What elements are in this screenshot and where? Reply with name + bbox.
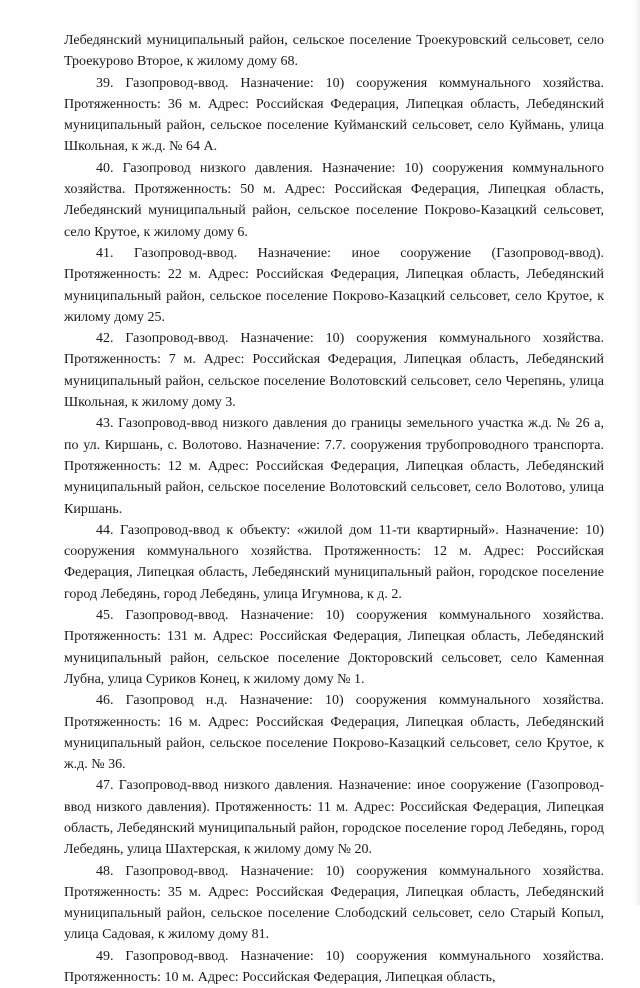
paragraph-item-49: 49. Газопровод-ввод. Назначение: 10) сооружения коммунального хозяйства. Протяженность: 10 м. Адрес: Российская Федерация, Липецкая область,	[64, 948, 604, 986]
paragraph-item-41: 41. Газопровод-ввод. Назначение: иное сооружение (Газопровод-ввод). Протяженность: 22 м. Адрес: Российская Федерация, Липецкая область, Лебедянский муниципальный район, сельское поселение Покрово-Казацкий сельсовет, село Крутое, к жилому дому 25.	[64, 245, 604, 325]
paragraph-item-43: 43. Газопровод-ввод низкого давления до границы земельного участка ж.д. № 26 а, по ул. Киршань, с. Волотово. Назначение: 7.7. сооружения трубопроводного транспорта. Протяженность: 12 м. Адрес: Российская Федерация, Липецкая область, Лебедянский муниципальный район, сельское поселение Волотовский сельсовет, село Волотово, улица Киршань.	[64, 416, 604, 517]
paragraph-item-42: 42. Газопровод-ввод. Назначение: 10) сооружения коммунального хозяйства. Протяженность: 7 м. Адрес: Российская Федерация, Липецкая область, Лебедянский муниципальный район, сельское поселение Волотовский сельсовет, село Черепянь, улица Школьная, к жилому дому 3.	[64, 331, 604, 411]
paragraph-item-48: 48. Газопровод-ввод. Назначение: 10) сооружения коммунального хозяйства. Протяженность: 35 м. Адрес: Российская Федерация, Липецкая область, Лебедянский муниципальный район, сельское поселение Слободский сельсовет, село Старый Копыл, улица Садовая, к жилому дому 81.	[64, 863, 604, 943]
paragraph-item-40: 40. Газопровод низкого давления. Назначение: 10) сооружения коммунального хозяйства. Протяженность: 50 м. Адрес: Российская Федерация, Липецкая область, Лебедянский муниципальный район, сельское поселение Покрово-Казацкий сельсовет, село Крутое, к жилому дому 6.	[64, 160, 604, 240]
paragraph-continuation: Лебедянский муниципальный район, сельское поселение Троекуровский сельсовет, село Троекурово Второе, к жилому дому 68.	[64, 33, 604, 70]
paragraph-item-45: 45. Газопровод-ввод. Назначение: 10) сооружения коммунального хозяйства. Протяженность: 131 м. Адрес: Российская Федерация, Липецкая область, Лебедянский муниципальный район, сельское поселение Доктоpовский сельсовет, село Каменная Лубна, улица Суриков Конец, к жилому дому № 1.	[64, 608, 604, 687]
document-body	[64, 30, 604, 988]
scan-edge-shadow	[634, 0, 640, 905]
paragraph-item-44: 44. Газопровод-ввод к объекту: «жилой дом 11-ти квартирный». Назначение: 10) сооружения коммунального хозяйства. Протяженность: 12 м. Адрес: Российская Федерация, Липецкая область, Лебедянский муниципальный район, городское поселение город Лебедянь, город Лебедянь, улица Игумнова, к д. 2.	[64, 522, 604, 602]
paragraph-item-46: 46. Газопровод н.д. Назначение: 10) сооружения коммунального хозяйства. Протяженность: 16 м. Адрес: Российская Федерация, Липецкая область, Лебедянский муниципальный район, сельское поселение Покрово-Казацкий сельсовет, село Крутое, к ж.д. № 36.	[64, 693, 604, 773]
paragraph-item-39: 39. Газопровод-ввод. Назначение: 10) сооружения коммунального хозяйства. Протяженность: 36 м. Адрес: Российская Федерация, Липецкая область, Лебедянский муниципальный район, сельское поселение Куйманский сельсовет, село Куймань, улица Школьная, к ж.д. № 64 А.	[64, 75, 604, 155]
paragraph-item-47: 47. Газопровод-ввод низкого давления. Назначение: иное сооружение (Газопровод-ввод низкого давления). Протяженность: 11 м. Адрес: Российская Федерация, Липецкая область, Лебедянский муниципальный район, городское поселение город Лебедянь, город Лебедянь, улица Шахтерская, к жилому дому № 20.	[64, 778, 604, 858]
